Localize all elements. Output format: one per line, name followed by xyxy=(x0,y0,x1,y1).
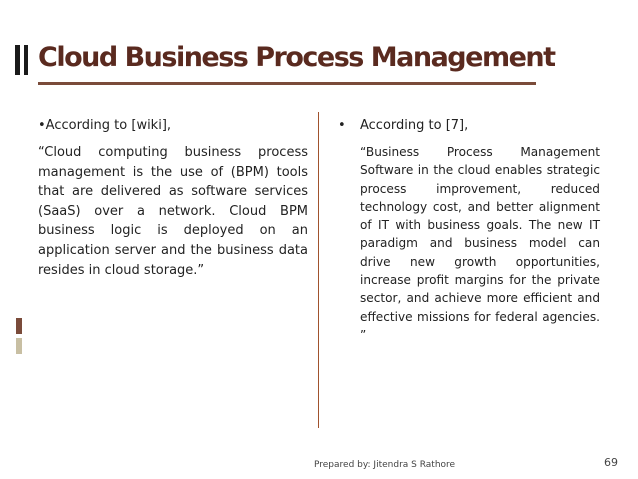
decorative-bar xyxy=(16,318,22,334)
footer-credit: Prepared by: Jitendra S Rathore xyxy=(314,460,456,470)
column-divider xyxy=(318,112,319,428)
decorative-bar xyxy=(24,45,28,75)
bullet-icon: • xyxy=(338,118,346,133)
left-heading: •According to [wiki], xyxy=(38,118,172,133)
left-quote: “Cloud computing business process management is the use of (BPM) tools that are delivered as software services (SaaS) over a network. Cloud BPM business logic is deployed on an application server and the business data resides in cloud storage.” xyxy=(38,145,308,278)
right-heading: According to [7], xyxy=(360,118,469,133)
title-underline xyxy=(38,82,536,85)
right-column xyxy=(338,118,600,344)
left-column xyxy=(38,118,308,280)
right-heading-row xyxy=(338,118,600,133)
decorative-bar xyxy=(15,45,20,75)
right-quote: “Business Process Management Software in the cloud enables strategic process improvement, reduced technology cost, and better alignment of IT with business goals. The new IT paradigm and business model can drive new growth opportunities, increase profit margins for the private sector, and achieve more efficient and effective missions for federal agencies. ” xyxy=(360,145,600,342)
page-number: 69 xyxy=(604,456,618,469)
slide-title: Cloud Business Process Management xyxy=(38,42,555,73)
decorative-bar xyxy=(16,338,22,354)
